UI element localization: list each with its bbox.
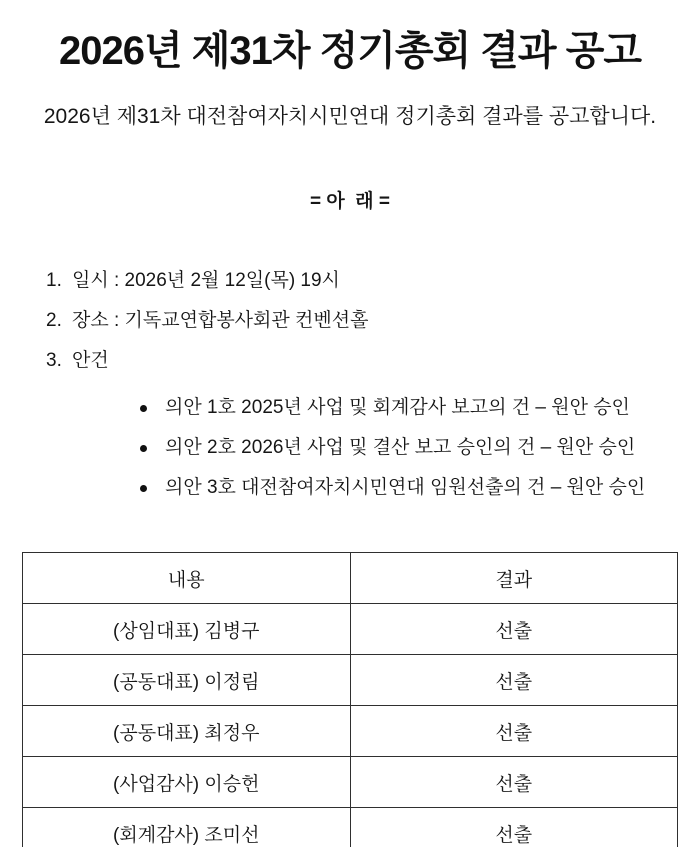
- cell-content: (사업감사) 이승헌: [23, 757, 351, 808]
- list-item-datetime: [46, 268, 700, 308]
- agenda-item: [140, 388, 700, 428]
- cell-result: 선출: [350, 706, 678, 757]
- bullet-icon: [140, 485, 147, 492]
- agenda-item-text: 의안 2호 2026년 사업 및 결산 보고 승인의 건 – 원안 승인: [165, 437, 636, 458]
- cell-result: 선출: [350, 757, 678, 808]
- meeting-info-list: [0, 268, 700, 508]
- cell-result: 선출: [350, 808, 678, 847]
- list-item-agenda-heading: [46, 348, 700, 388]
- list-item-number: 3.: [46, 350, 62, 371]
- bullet-icon: [140, 445, 147, 452]
- cell-content: (공동대표) 최정우: [23, 706, 351, 757]
- results-table: [22, 552, 678, 847]
- list-item-number: 1.: [46, 270, 62, 291]
- table-row: [23, 706, 678, 757]
- bullet-icon: [140, 405, 147, 412]
- list-item-venue: [46, 308, 700, 348]
- table-header-row: [23, 553, 678, 604]
- list-item-number: 2.: [46, 310, 62, 331]
- page-title: 2026년 제31차 정기총회 결과 공고: [59, 29, 641, 73]
- cell-result: 선출: [350, 604, 678, 655]
- list-item-text: 장소 : 기독교연합봉사회관 컨벤션홀: [72, 310, 369, 331]
- table-row: [23, 604, 678, 655]
- cell-content: (공동대표) 이정림: [23, 655, 351, 706]
- table-row: [23, 808, 678, 847]
- table-row: [23, 655, 678, 706]
- table-header-result: 결과: [350, 553, 678, 604]
- list-item-text: 일시 : 2026년 2월 12일(목) 19시: [72, 270, 340, 291]
- table-header-content: 내용: [23, 553, 351, 604]
- below-marker: = 아 래 =: [309, 191, 390, 212]
- agenda-item: [140, 428, 700, 468]
- list-item-text: 안건: [72, 350, 109, 371]
- cell-content: (상임대표) 김병구: [23, 604, 351, 655]
- cell-content: (회계감사) 조미선: [23, 808, 351, 847]
- agenda-item: [140, 468, 700, 508]
- agenda-item-text: 의안 3호 대전참여자치시민연대 임원선출의 건 – 원안 승인: [165, 477, 646, 498]
- agenda-item-text: 의안 1호 2025년 사업 및 회계감사 보고의 건 – 원안 승인: [165, 397, 630, 418]
- table-row: [23, 757, 678, 808]
- cell-result: 선출: [350, 655, 678, 706]
- page-subtitle: 2026년 제31차 대전참여자치시민연대 정기총회 결과를 공고합니다.: [43, 105, 657, 128]
- agenda-list: [46, 388, 700, 508]
